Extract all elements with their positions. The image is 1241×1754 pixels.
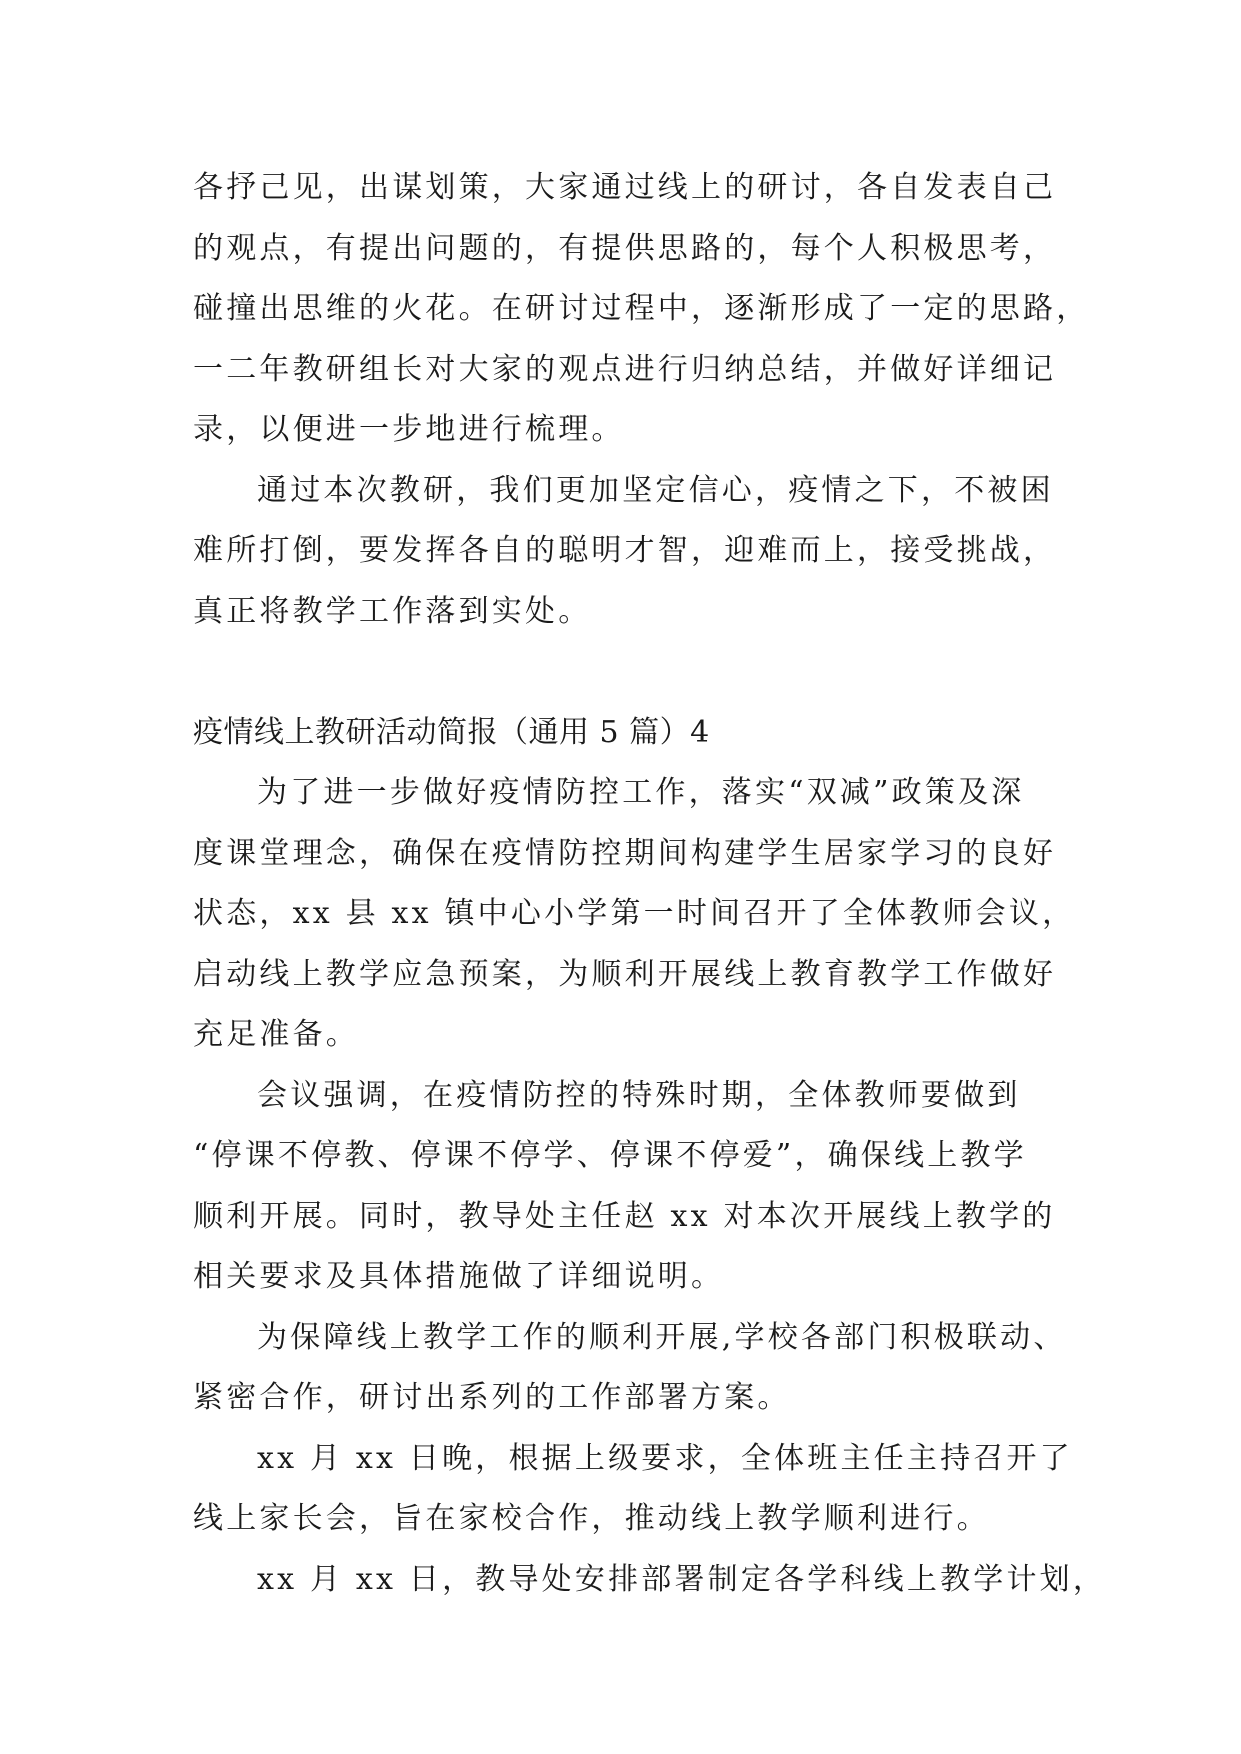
- text-line: 状态，xx 县 xx 镇中心小学第一时间召开了全体教师会议，: [193, 896, 1076, 931]
- text-line: 录，以便进一步地进行梳理。: [193, 412, 625, 447]
- text-line: xx 月 xx 日晚，根据上级要求，全体班主任主持召开了: [257, 1440, 1073, 1476]
- text-line: 的观点，有提出问题的，有提供思路的，每个人积极思考，: [193, 230, 1057, 266]
- paragraph-4: [193, 1066, 1073, 1308]
- section-heading: 疫情线上教研活动简报（通用 5 篇）4: [193, 715, 710, 750]
- text-line: 碰撞出思维的火花。在研讨过程中，逐渐形成了一定的思路，: [193, 291, 1090, 326]
- paragraph-1: [193, 158, 1090, 461]
- text-line: 为保障线上教学工作的顺利开展,学校各部门积极联动、: [257, 1319, 1067, 1355]
- text-line: 会议强调，在疫情防控的特殊时期，全体教师要做到: [257, 1077, 1021, 1113]
- text-line: 启动线上教学应急预案，为顺利开展线上教育教学工作做好: [193, 956, 1057, 992]
- text-line: 通过本次教研，我们更加坚定信心，疫情之下，不被困: [257, 472, 1054, 508]
- text-line: 一二年教研组长对大家的观点进行归纳总结，并做好详细记: [193, 351, 1057, 387]
- text-line: 为了进一步做好疫情防控工作，落实“双减”政策及深: [257, 775, 1025, 810]
- paragraph-6: [193, 1429, 1073, 1550]
- text-line: 难所打倒，要发挥各自的聪明才智，迎难而上，接受挑战，: [193, 533, 1057, 568]
- paragraph-2: [193, 461, 1073, 643]
- text-line: “停课不停教、停课不停学、停课不停爱”，确保线上教学: [193, 1138, 1027, 1173]
- text-line: 充足准备。: [193, 1017, 359, 1052]
- text-line: 顺利开展。同时，教导处主任赵 xx 对本次开展线上教学的: [193, 1198, 1056, 1234]
- paragraph-5: [193, 1308, 1073, 1429]
- text-line: 紧密合作，研讨出系列的工作部署方案。: [193, 1380, 791, 1415]
- text-line: 各抒己见，出谋划策，大家通过线上的研讨，各自发表自己: [193, 170, 1057, 205]
- text-line: 度课堂理念，确保在疫情防控期间构建学生居家学习的良好: [193, 835, 1057, 871]
- text-line: 真正将教学工作落到实处。: [193, 593, 592, 629]
- paragraph-7: [193, 1550, 1107, 1611]
- text-line: xx 月 xx 日，教导处安排部署制定各学科线上教学计划，: [257, 1561, 1107, 1597]
- text-line: 相关要求及具体措施做了详细说明。: [193, 1259, 725, 1294]
- document-page: [193, 158, 1107, 1610]
- text-line: 线上家长会，旨在家校合作，推动线上教学顺利进行。: [193, 1501, 990, 1536]
- paragraph-3: [193, 763, 1076, 1066]
